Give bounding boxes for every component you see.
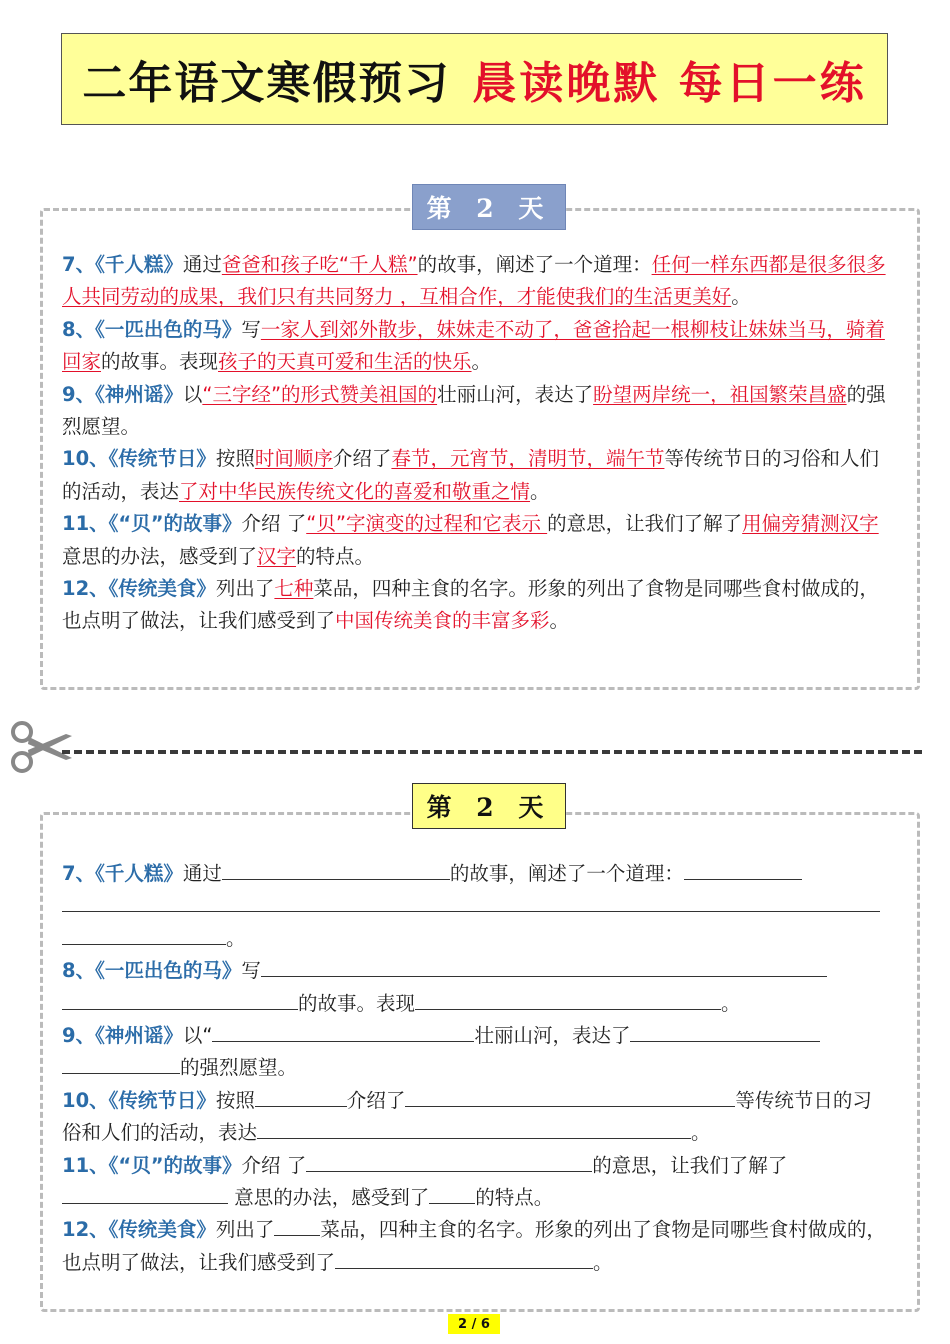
text: 介绍了 — [346, 1088, 406, 1112]
day-badge-practice: 第 2 天 — [412, 783, 566, 829]
answer-text: 时间顺序 — [254, 447, 333, 471]
item-label: 9、《神州谣》 — [62, 382, 183, 406]
text: 以“ — [182, 1024, 213, 1048]
fill-blank[interactable] — [429, 1183, 475, 1204]
text: 的意思，让我们了解了 — [547, 512, 743, 536]
answer-content — [62, 249, 887, 638]
text: 的故事。表现 — [298, 991, 416, 1015]
text: 以 — [182, 382, 203, 406]
answer-item-7 — [62, 249, 887, 314]
text: 壮丽山河，表达了 — [474, 1024, 631, 1048]
practice-item-11 — [62, 1150, 887, 1215]
item-label: 9、《神州谣》 — [62, 1024, 183, 1048]
text: 通过 — [182, 253, 222, 276]
answer-text: 了对中华民族传统文化的喜爱和敬重之情 — [179, 479, 531, 503]
practice-item-10 — [62, 1085, 887, 1150]
fill-blank[interactable] — [257, 1118, 691, 1139]
fill-blank[interactable] — [405, 1086, 735, 1107]
practice-item-7 — [62, 858, 887, 955]
text: 通过 — [182, 862, 222, 885]
text: 菜品，四种主食的名字。形象的列出了食物是同哪些食村做成的，也点明了做法，让我们感受到了 — [62, 1218, 886, 1274]
text: 介绍 了 — [241, 512, 307, 536]
text: 写 — [241, 317, 261, 341]
text: 。 — [593, 1250, 613, 1274]
fill-blank[interactable] — [335, 1248, 593, 1269]
answer-item-12 — [62, 573, 887, 638]
text: 菜品，四种主食的名字。形象的列出了食物是同哪些食村做成的，也点明了做法，让我们感受到了 — [62, 577, 879, 633]
text: 列出了 — [215, 1218, 275, 1242]
fill-blank[interactable] — [255, 1086, 347, 1107]
fill-blank[interactable] — [415, 989, 721, 1010]
answer-item-10 — [62, 443, 887, 508]
text: 介绍了 — [332, 447, 392, 471]
text: 。 — [549, 609, 570, 633]
answer-text: 爸爸和孩子吃“千人糕” — [221, 253, 418, 276]
scissors-icon — [8, 718, 74, 778]
text: 等传统节日的习俗和人们的活动，表达 — [62, 447, 879, 503]
item-label: 12、《传统美食》 — [62, 1218, 216, 1242]
fill-blank[interactable] — [222, 859, 450, 880]
text: 的强烈愿望。 — [180, 1056, 298, 1080]
answer-text: 盼望两岸统一，祖国繁荣昌盛 — [593, 382, 847, 406]
text: 的意思，让我们了解了 — [592, 1153, 788, 1177]
item-label: 7、《千人糕》 — [62, 862, 183, 885]
answer-item-11 — [62, 508, 887, 573]
fill-blank[interactable] — [630, 1021, 820, 1042]
answer-item-8 — [62, 314, 887, 379]
answer-item-9 — [62, 379, 887, 444]
text: 的强烈愿望。 — [62, 382, 886, 439]
cut-line-divider — [62, 750, 922, 754]
text: 壮丽山河，表达了 — [437, 382, 594, 406]
text: 意思的办法，感受到了 — [228, 1186, 430, 1210]
item-label: 11、《“贝”的故事》 — [62, 1153, 242, 1177]
practice-item-8 — [62, 955, 887, 1020]
text: 介绍 了 — [241, 1153, 307, 1177]
answer-text: 一家人到郊外散步，妹妹走不动了，爸爸拾起一根柳枝让妹妹当马，骑着回家 — [62, 317, 885, 374]
page-title-banner — [61, 33, 888, 125]
text: 。 — [731, 285, 751, 309]
title-slogan: 晨读晚默 每日一练 — [472, 58, 867, 109]
text: 的特点。 — [475, 1186, 554, 1210]
text: 。 — [530, 479, 550, 503]
item-label: 10、《传统节日》 — [62, 447, 216, 471]
item-label: 12、《传统美食》 — [62, 577, 216, 601]
text: 的故事，阐述了一个道理： — [417, 253, 652, 276]
item-label: 8、《一匹出色的马》 — [62, 317, 242, 341]
fill-blank[interactable] — [62, 1053, 180, 1074]
text: 。 — [471, 350, 492, 374]
answer-text: 中国传统美食的丰富多彩 — [335, 609, 550, 633]
fill-blank[interactable] — [62, 891, 880, 912]
fill-blank[interactable] — [306, 1151, 592, 1172]
text: 按照 — [215, 1088, 255, 1112]
item-label: 10、《传统节日》 — [62, 1088, 216, 1112]
answer-text: 春节，元宵节，清明节，端午节 — [391, 447, 665, 471]
item-label: 11、《“贝”的故事》 — [62, 512, 242, 536]
fill-blank[interactable] — [62, 989, 298, 1010]
fill-blank[interactable] — [62, 1183, 228, 1204]
fill-blank[interactable] — [62, 924, 226, 945]
item-label: 8、《一匹出色的马》 — [62, 959, 242, 983]
answer-text: “贝”字演变的过程和它表示 — [306, 512, 548, 536]
answer-text: 用偏旁猜测汉字 — [742, 512, 879, 536]
answer-text: 孩子的天真可爱和生活的快乐 — [218, 350, 472, 374]
answer-text: “三字经”的形式赞美祖国的 — [202, 382, 438, 406]
fill-blank[interactable] — [212, 1021, 474, 1042]
practice-item-9 — [62, 1020, 887, 1085]
day-badge-answers: 第 2 天 — [412, 184, 566, 230]
text: 意思的办法，感受到了 — [62, 544, 258, 568]
title-main: 二年语文寒假预习 — [82, 58, 451, 109]
fill-blank[interactable] — [261, 956, 827, 977]
text: 。 — [691, 1121, 711, 1145]
fill-blank[interactable] — [274, 1215, 320, 1236]
text: 的故事，阐述了一个道理： — [449, 862, 684, 885]
fill-blank[interactable] — [684, 859, 802, 880]
answer-text: 任何一样东西都是很多很多人共同劳动的成果，我们只有共同努力 ，互相合作，才能使我们的生活更美好 — [62, 253, 886, 309]
text: 。 — [226, 926, 246, 950]
page-number: 2 / 6 — [448, 1314, 500, 1334]
text: 列出了 — [215, 577, 275, 601]
item-label: 7、《千人糕》 — [62, 253, 183, 276]
text: 的特点。 — [296, 544, 375, 568]
answer-text: 汉字 — [257, 544, 297, 568]
practice-item-12 — [62, 1214, 887, 1279]
text: 写 — [241, 959, 261, 983]
text: 的故事。表现 — [101, 350, 219, 374]
practice-content — [62, 858, 887, 1279]
text: 等传统节日的习俗和人们的活动，表达 — [62, 1088, 872, 1145]
text: 。 — [721, 991, 741, 1015]
answer-text: 七种 — [274, 577, 314, 601]
text: 按照 — [215, 447, 255, 471]
